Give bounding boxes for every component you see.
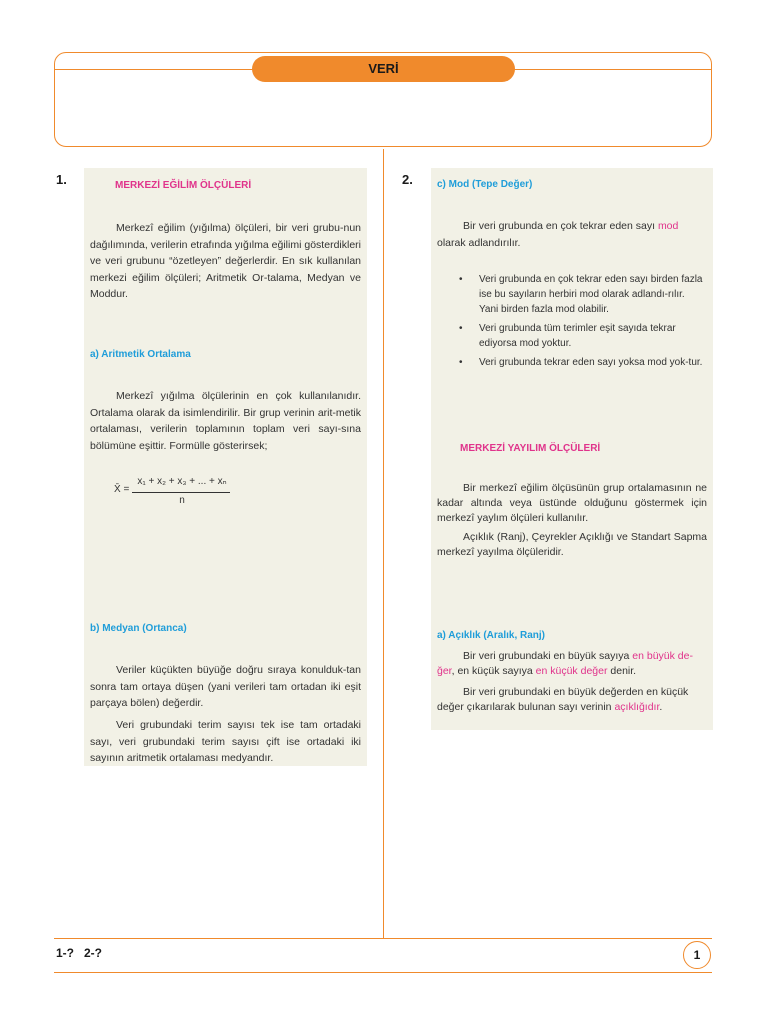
aciklik-text-1c: denir. [607,665,637,677]
yayilim-paragraph-2: Açıklık (Ranj), Çeyrekler Açıklığı ve Standart Sapma merkezî yayılma ölçüleridir. [437,531,707,558]
aritmetik-paragraph: Merkezî yığılma ölçülerinin en çok kullanılanıdır. Ortalama olarak da isimlendirilir. Bir grup verinin arit-metik ortalaması, verilerin toplamının toplam veri sayı-sına bölümüne eşittir. Formülle gösterirsek; [90,390,361,452]
column-divider [383,149,384,939]
aciklik-text-2b: . [659,701,663,713]
mod-text-before: Bir veri grubunda en çok tekrar eden sayı [463,220,658,232]
footer-bottom-line [54,972,712,973]
medyan-paragraph-2: Veri grubundaki terim sayısı tek ise tam ortadaki sayı, veri grubundaki terim sayısı çift ise ortadaki iki sayının aritmetik ortalaması medyandır. [90,719,361,764]
section-title-merkezi-yayilim: MERKEZİ YAYILIM ÖLÇÜLERİ [460,443,601,454]
subsection-title-aciklik: a) Açıklık (Aralık, Ranj) [437,630,545,641]
bullet-text: Veri grubunda tekrar eden sayı yoksa mod yok-tur. [479,357,703,368]
list-item [459,321,705,351]
mod-paragraph [437,218,707,251]
mean-formula-lhs: X̄ = [114,484,130,495]
mod-keyword: mod [657,220,679,232]
subsection-title-aritmetik: a) Aritmetik Ortalama [90,349,191,360]
list-item [459,272,705,317]
aciklik-paragraph-1 [437,649,707,679]
answer-key: 1-? 2-? [56,946,103,960]
question-1-panel [84,168,367,766]
fraction-bar [132,492,230,493]
bullet-text: Veri grubunda tüm terimler eşit sayıda tekrar ediyorsa mod yoktur. [479,323,676,349]
question-number-2: 2. [402,172,413,187]
subsection-title-mod: c) Mod (Tepe Değer) [437,179,533,190]
aciklik-text-1a: Bir veri grubundaki en büyük sayıya [463,650,633,662]
subsection-title-medyan: b) Medyan (Ortanca) [90,623,187,634]
list-item [459,355,705,370]
section-title-merkezi-egilim: MERKEZİ EĞİLİM ÖLÇÜLERİ [115,180,252,191]
mod-text-after: olarak adlandırılır. [437,236,521,249]
question-2-panel [431,168,713,730]
footer-top-line [54,938,712,939]
bullet-text: Veri grubunda en çok tekrar eden sayı birden fazla ise bu sayıların herbiri mod olarak adlandı-rılır. Yani birden fazla mod olabilir. [479,274,703,315]
aciklik-text-1b: , en küçük sayıya [451,665,536,677]
mean-formula-numerator: x₁ + x₂ + x₃ + ... + xₙ [137,476,227,487]
medyan-paragraph-1: Veriler küçükten büyüğe doğru sıraya konulduk-tan sonra tam ortaya düşen (yani verileri tam ortadan iki eşit parçaya bölen) değerdir. [90,664,361,709]
question-number-1: 1. [56,172,67,187]
bullet-icon: • [459,274,463,285]
yayilim-paragraph-1: Bir merkezî eğilim ölçüsünün grup ortalamasının ne kadar altında veya üstünde olduğunu göstermek için merkezî yaylım ölçüleri kullanılır. [437,482,707,524]
aciklik-keyword: açıklığıdır [614,701,660,713]
en-kucuk-deger-keyword: en küçük değer [535,665,608,677]
mod-bullet-list [459,272,705,374]
page-number: 1 [683,941,711,969]
mean-formula-denominator: n [179,495,185,506]
bullet-icon: • [459,323,463,334]
aciklik-text-2a: Bir veri grubundaki en büyük değerden en küçük değer çıkarılarak bulunan sayı verinin [437,686,689,713]
aciklik-paragraph-2 [437,685,707,715]
intro-paragraph: Merkezî eğilim (yığılma) ölçüleri, bir veri grubu-nun dağılımında, verilerin etrafında yığılma eğilimi gösterdikleri ve veri grubunu “özetleyen” değerlerdir. En sık kullanılan merkezi eğilim ölçüleri; Aritmetik Or-talama, Medyan ve Moddur. [90,222,361,300]
bullet-icon: • [459,357,463,368]
en-buyuk-deger-keyword: en büyük de-ğer [437,650,693,677]
page-title: VERİ [252,56,515,82]
